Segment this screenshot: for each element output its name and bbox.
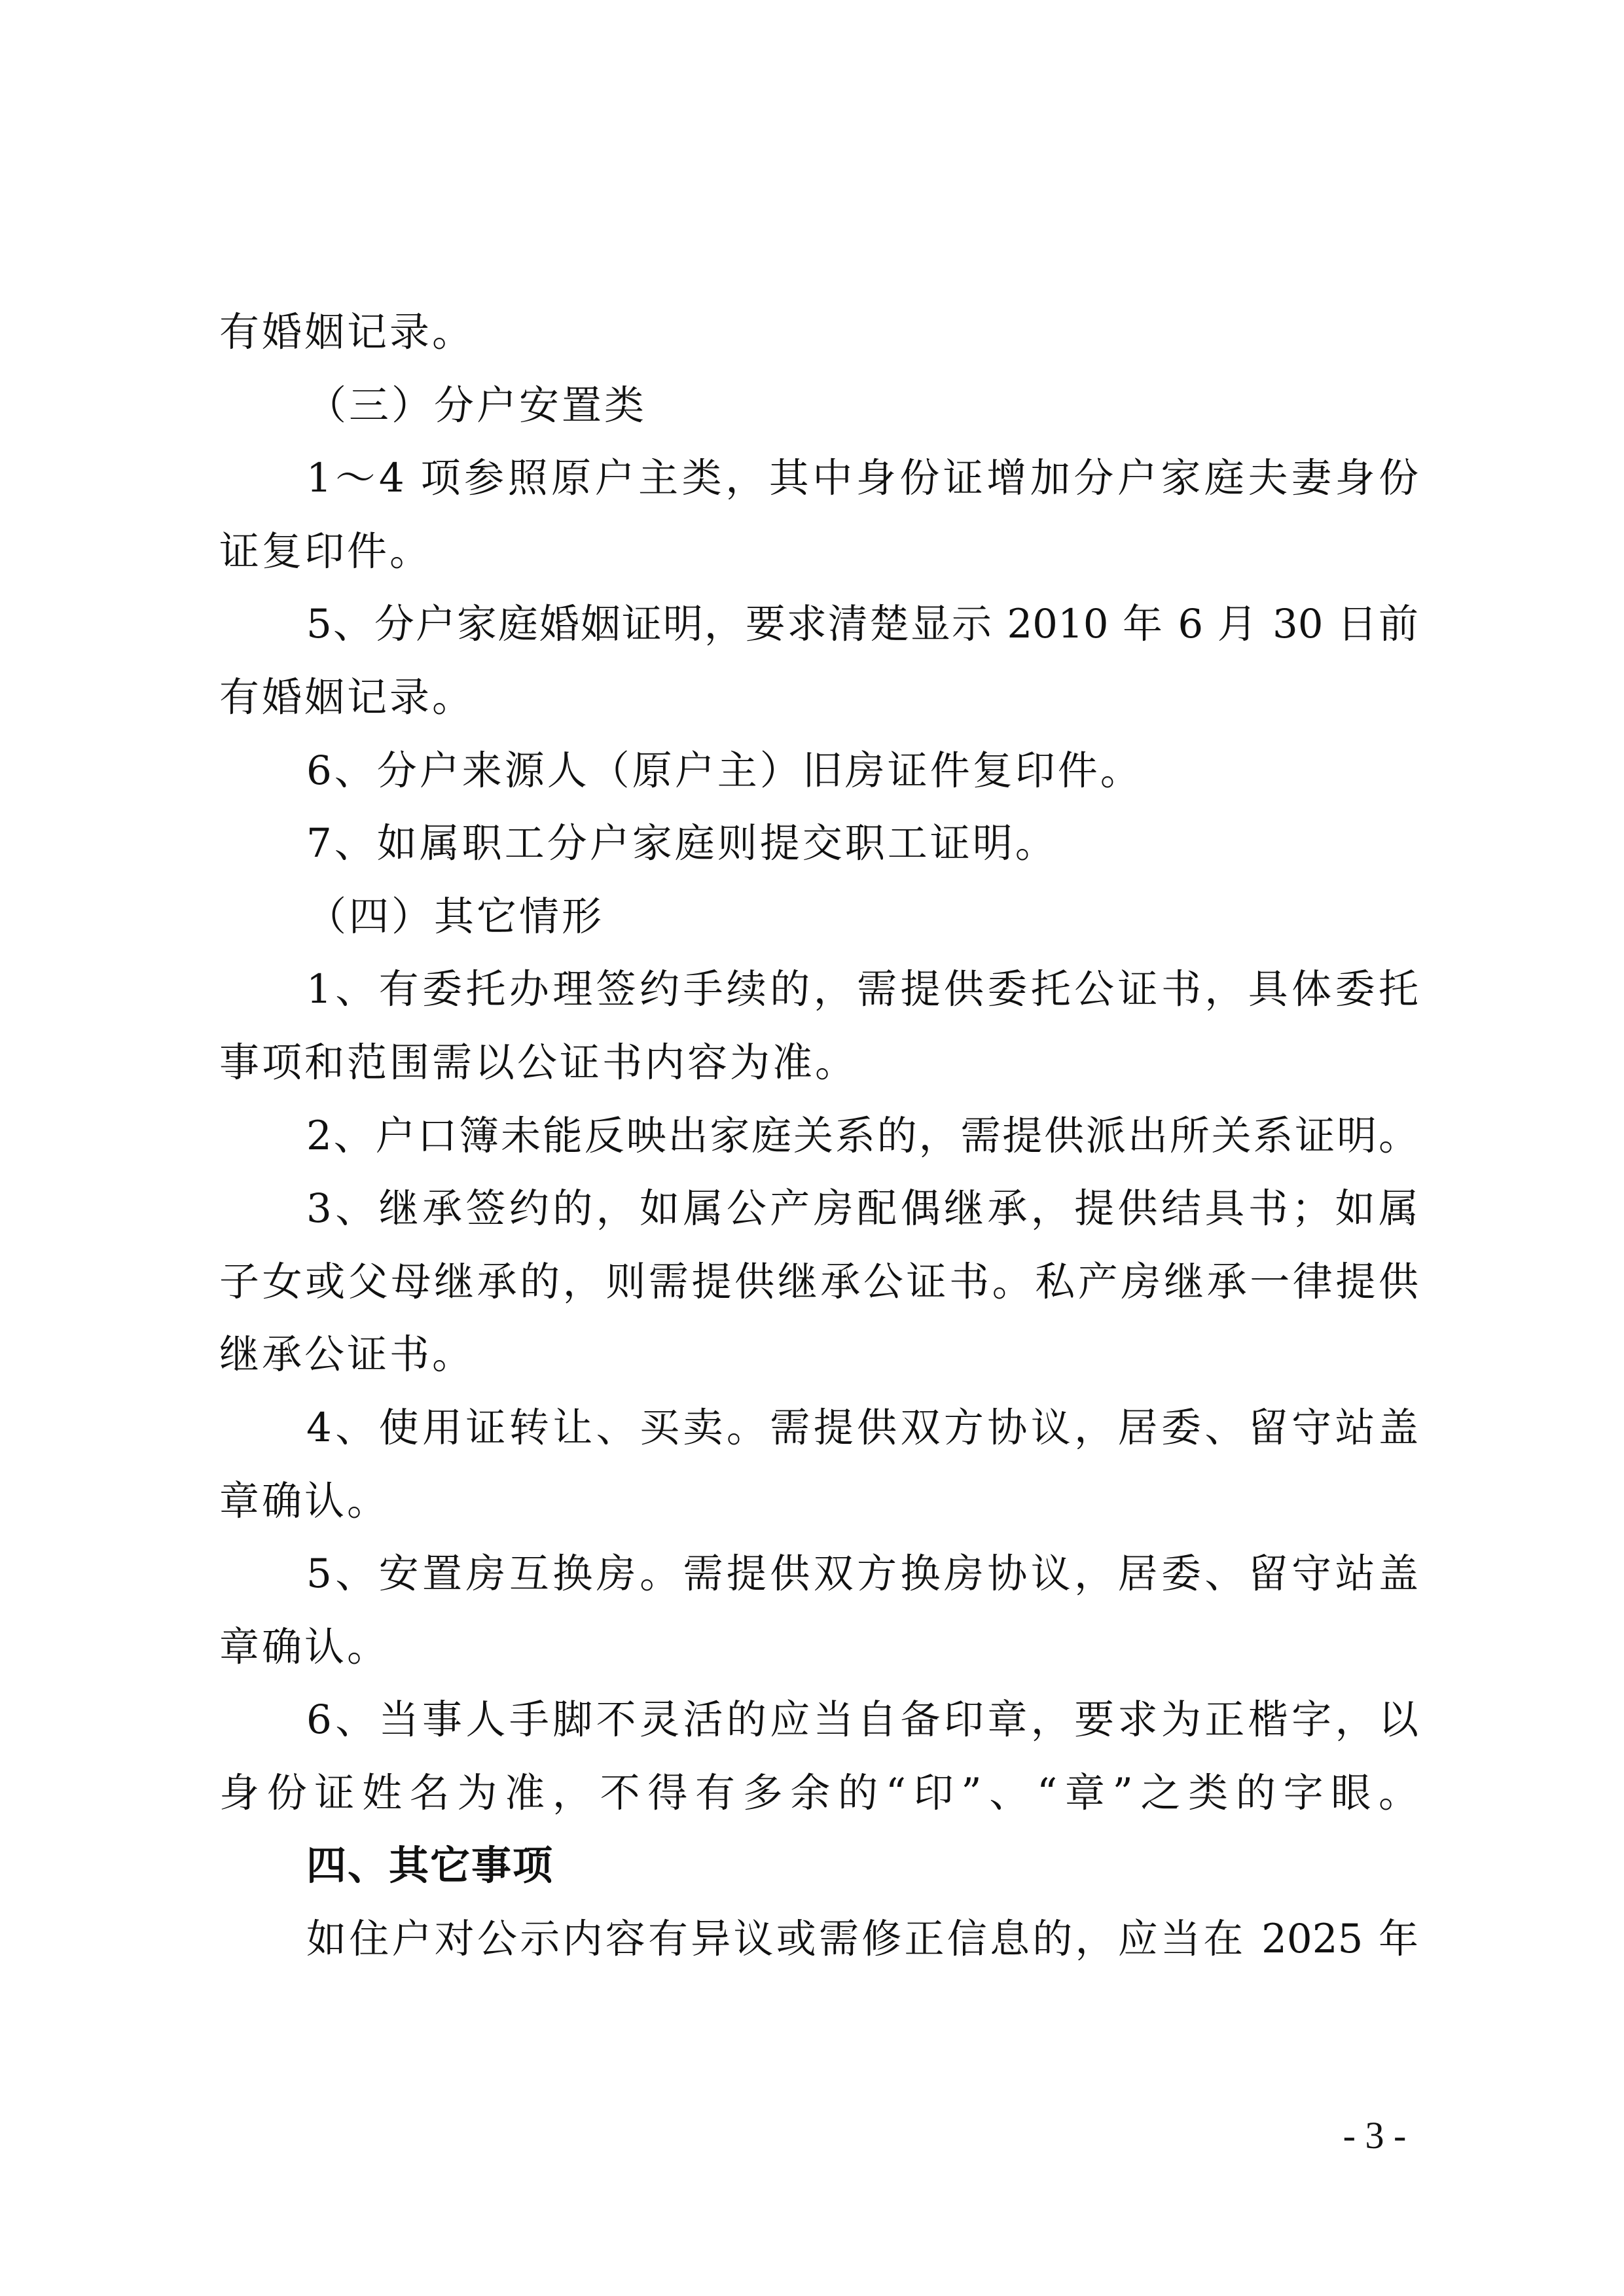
paragraph-line-objection-notice: 如住户对公示内容有异议或需修正信息的，应当在 2025 年 <box>306 1916 1418 1963</box>
paragraph-line-item-1-entrustment: 1、有委托办理签约手续的，需提供委托公证书，具体委托 <box>306 966 1418 1013</box>
paragraph-line-item-3-inheritance: 3、继承签约的，如属公产房配偶继承，提供结具书；如属 <box>306 1185 1418 1232</box>
paragraph-line-entrustment-scope: 事项和范围需以公证书内容为准。 <box>219 1039 858 1086</box>
paragraph-line-seal-confirmation-2: 章确认。 <box>219 1623 390 1670</box>
paragraph-line-inheritance-notarization: 子女或父母继承的，则需提供继承公证书。私产房继承一律提供 <box>219 1258 1418 1305</box>
paragraph-line-inheritance-certificate: 继承公证书。 <box>219 1331 475 1378</box>
paragraph-line-items-1-4: 1～4 项参照原户主类，其中身份证增加分户家庭夫妻身份 <box>306 455 1418 502</box>
paragraph-line-item-2-household-register: 2、户口簿未能反映出家庭关系的，需提供派出所关系证明。 <box>306 1112 1418 1159</box>
paragraph-line-item-6-old-house-cert: 6、分户来源人（原户主）旧房证件复印件。 <box>306 747 1143 794</box>
page-number: - 3 - <box>1343 2114 1407 2157</box>
paragraph-line-item-5-house-exchange: 5、安置房互换房。需提供双方换房协议，居委、留守站盖 <box>306 1551 1418 1598</box>
body-text <box>219 296 1418 1976</box>
section-heading-other-matters: 四、其它事项 <box>306 1842 554 1890</box>
paragraph-line-continuation-marriage-record: 有婚姻记录。 <box>219 309 475 355</box>
paragraph-line-item-7-employee-proof: 7、如属职工分户家庭则提交职工证明。 <box>306 820 1058 867</box>
paragraph-line-seal-name-rule: 身份证姓名为准，不得有多余的“印”、“章”之类的字眼。 <box>219 1769 1418 1816</box>
paragraph-line-seal-confirmation-1: 章确认。 <box>219 1477 390 1524</box>
subheading-other-situations: （四）其它情形 <box>306 893 605 940</box>
paragraph-line-id-copy: 证复印件。 <box>219 528 433 575</box>
paragraph-line-item-6-personal-seal: 6、当事人手脚不灵活的应当自备印章，要求为正楷字，以 <box>306 1696 1418 1744</box>
paragraph-line-item-4-transfer: 4、使用证转让、买卖。需提供双方协议，居委、留守站盖 <box>306 1404 1418 1451</box>
paragraph-line-marriage-record: 有婚姻记录。 <box>219 673 475 721</box>
subheading-household-split-resettlement: （三）分户安置类 <box>306 382 647 429</box>
paragraph-line-item-5-marriage-proof: 5、分户家庭婚姻证明，要求清楚显示 2010 年 6 月 30 日前 <box>306 601 1418 648</box>
